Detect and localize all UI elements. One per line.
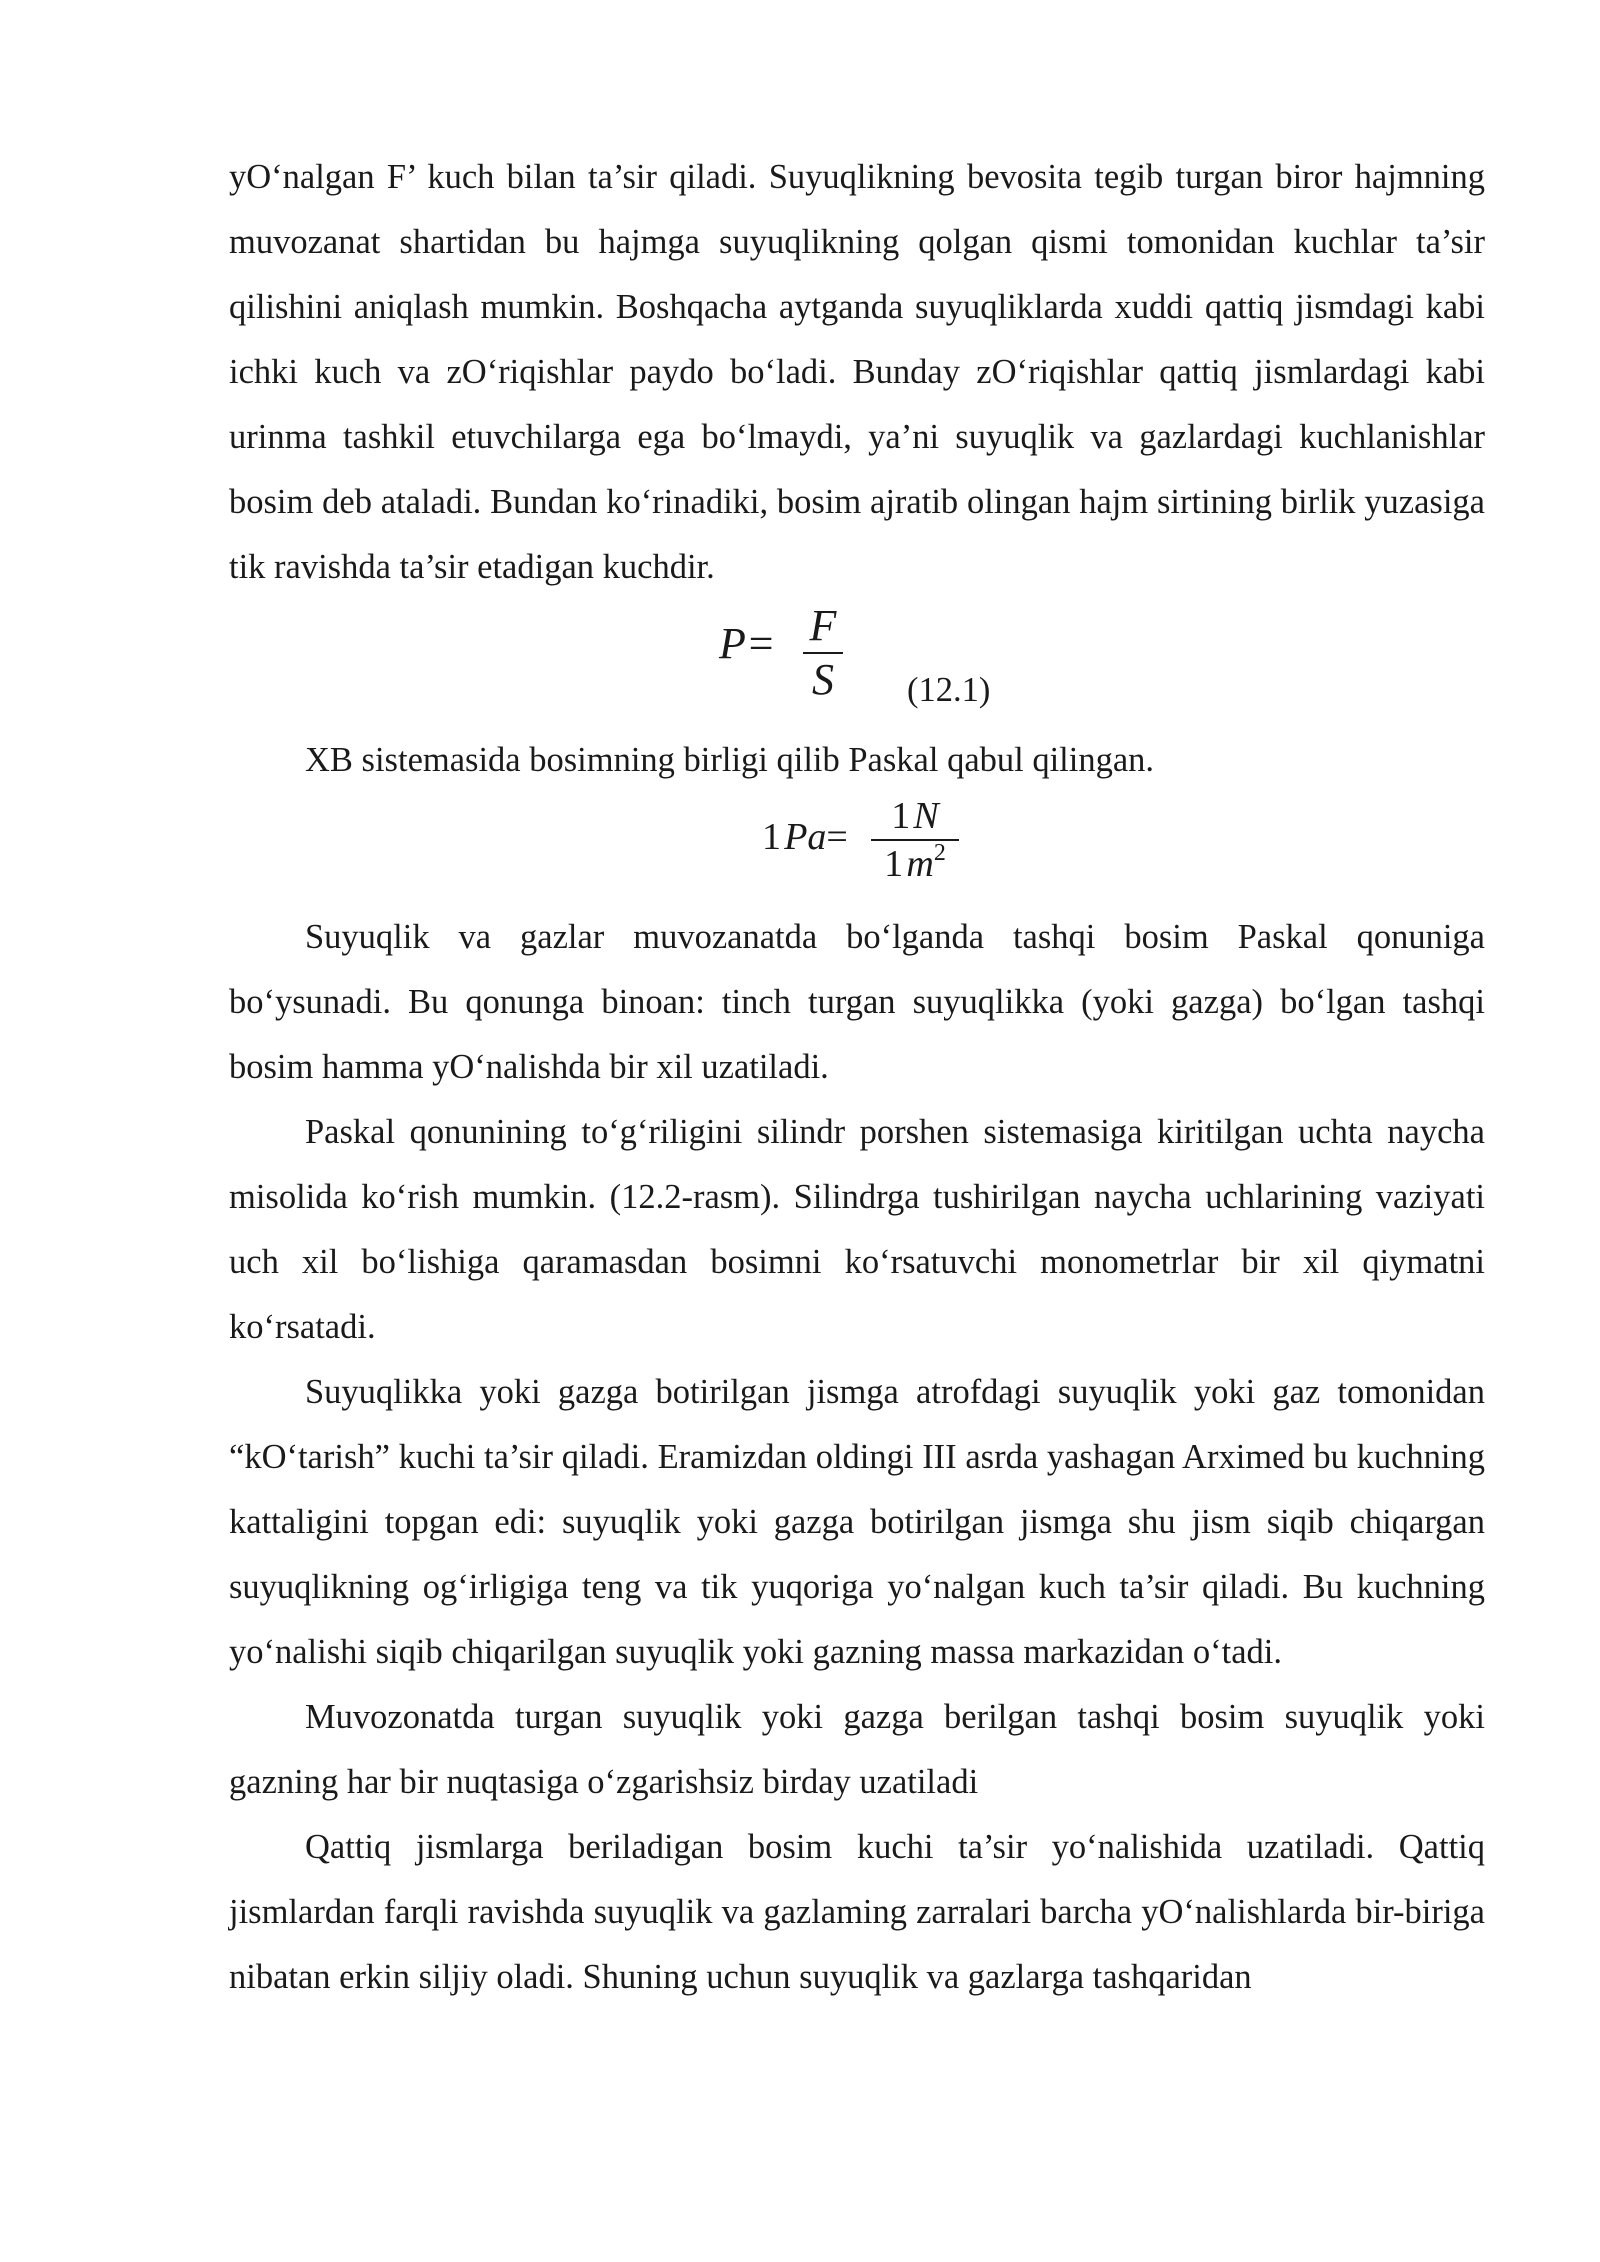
formula-pressure-numerator: F bbox=[809, 601, 837, 650]
formula-pascal-lhs bbox=[762, 811, 848, 863]
paragraph-archimedes: Suyuqlikka yoki gazga botirilgan jismga atrofdagi suyuqlik yoki gaz tomonidan “kO‘tarish” kuchi ta’sir qiladi. Eramizdan oldingi III asrda yashagan Arximed bu kuchning kattaligini topgan edi: suyuqlik yoki gazga botirilgan jismga shu jism siqib chiqargan suyuqlikning og‘irligiga teng va tik yuqoriga yo‘nalgan kuch ta’sir qiladi. Bu kuchning yo‘nalishi siqib chiqarilgan suyuqlik yoki gazning massa markazidan o‘tadi. bbox=[229, 1373, 1485, 1671]
formula-pascal-denominator bbox=[871, 841, 959, 887]
formula-pascal-equals: = bbox=[826, 816, 848, 858]
formula-pascal-exponent: 2 bbox=[933, 840, 946, 866]
formula-pressure-fraction bbox=[799, 600, 847, 706]
paragraph-solids-vs-fluids: Qattiq jismlarga beriladigan bosim kuchi ta’sir yo‘nalishida uzatiladi. Qattiq jismlardan farqli ravishda suyuqlik va gazlaming zarralari barcha yO‘nalishlarda bir-biriga nibatan erkin siljiy oladi. Shuning uchun suyuqlik va gazlarga tashqaridan bbox=[229, 1828, 1485, 1996]
paragraph-si-unit: XB sistemasida bosimning birligi qilib Paskal qabul qilingan. bbox=[305, 741, 1155, 779]
formula-pascal-lhs-number: 1 bbox=[762, 816, 781, 858]
paragraph-pascal-law: Suyuqlik va gazlar muvozanatda bo‘lganda tashqi bosim Paskal qonuniga bo‘ysunadi. Bu qonunga binoan: tinch turgan suyuqlikka (yoki gazga) bo‘lgan tashqi bosim hamma yO‘nalishda bir xil uzatiladi. bbox=[229, 918, 1485, 1086]
paragraph-pressure-definition: yO‘nalgan F’ kuch bilan ta’sir qiladi. Suyuqlikning bevosita tegib turgan biror hajmning muvozanat shartidan bu hajmga suyuqlikning qolgan qismi tomonidan kuchlar ta’sir qilishini aniqlash mumkin. Boshqacha aytganda suyuqliklarda xuddi qattiq jismdagi kabi ichki kuch va zO‘riqishlar paydo bo‘ladi. Bunday zO‘riqishlar qattiq jismlardagi kabi urinma tashkil etuvchilarga ega bo‘lmaydi, ya’ni suyuqlik va gazlardagi kuchlanishlar bosim deb ataladi. Bundan ko‘rinadiki, bosim ajratib olingan hajm sirtining birlik yuzasiga tik ravishda ta’sir etadigan kuchdir. bbox=[229, 158, 1485, 586]
formula-pascal-lhs-unit: Pa bbox=[784, 816, 827, 858]
formula-pressure bbox=[229, 600, 1485, 728]
paragraph-equilibrium: Muvozonatda turgan suyuqlik yoki gazga berilgan tashqi bosim suyuqlik yoki gazning har bir nuqtasiga o‘zgarishsiz birday uzatiladi bbox=[229, 1698, 1485, 1801]
formula-pascal-unit bbox=[229, 793, 1485, 905]
formula-pascal-numerator bbox=[871, 793, 959, 839]
formula-pressure-lhs: P= bbox=[719, 619, 776, 668]
formula-pascal-den-value: 1 bbox=[884, 843, 904, 885]
paragraph-pascal-demo: Paskal qonunining to‘g‘riligini silindr porshen sistemasiga kiritilgan uchta naycha misolida ko‘rish mumkin. (12.2-rasm). Silindrga tushirilgan naycha uchlarining vaziyati uch xil bo‘lishiga qaramasdan bosimni ko‘rsatuvchi monometrlar bir xil qiymatni ko‘rsatadi. bbox=[229, 1113, 1485, 1346]
formula-pascal-fraction bbox=[871, 793, 959, 887]
formula-pascal-num-value: 1 bbox=[891, 795, 911, 837]
formula-pressure-denominator: S bbox=[812, 655, 834, 704]
document-page bbox=[229, 145, 1485, 2010]
equation-number: (12.1) bbox=[907, 671, 991, 709]
formula-pascal-num-unit: N bbox=[913, 795, 939, 837]
formula-pascal-den-unit: m bbox=[906, 843, 934, 885]
